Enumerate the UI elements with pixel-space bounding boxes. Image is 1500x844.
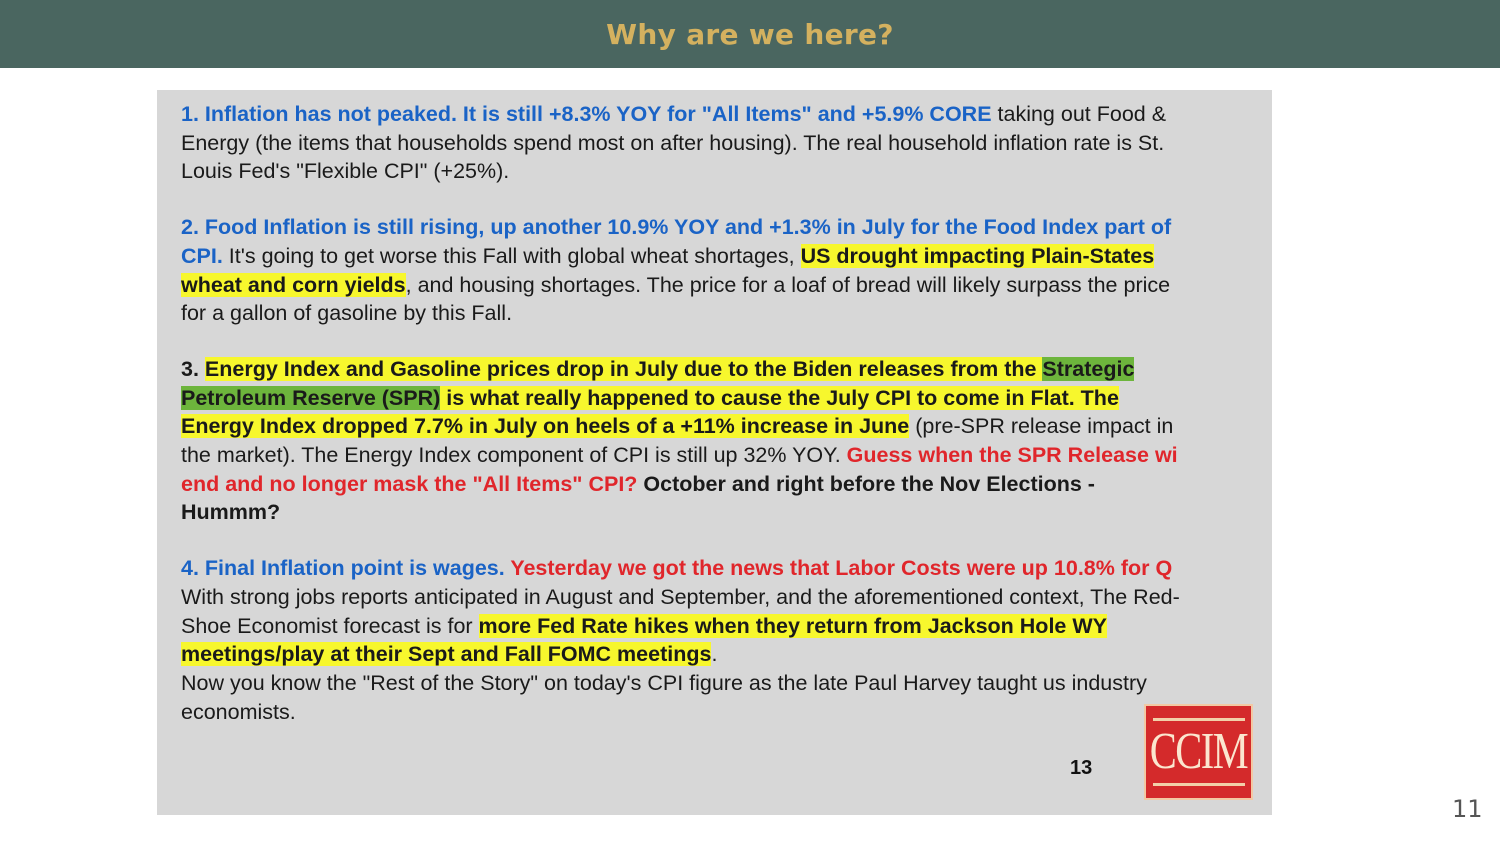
p2-heading: 2. Food Inflation is still rising, up another 10.9% YOY and +1.3% in July for the Food Index part of [181,215,1172,240]
page-title: Why are we here? [606,17,894,51]
paragraph-2 [181,213,1272,328]
p4-heading: 4. Final Inflation point is wages. [181,556,505,581]
p3-highlight-b: is what really happened to cause the July CPI to come in Flat. The [440,385,1119,410]
slide-screenshot [157,90,1272,815]
p4-period: . [711,642,718,667]
p3-bold-b: Hummm? [181,500,281,525]
slide-number: 11 [1452,795,1483,823]
p2-highlight-b: wheat and corn yields [181,272,406,297]
p4-line-6: economists. [181,699,296,724]
p3-text-a: (pre-SPR release impact in [909,414,1174,439]
paragraph-1 [181,100,1272,186]
p4-line-2: With strong jobs reports anticipated in August and September, and the aforementioned context, The Red- [181,584,1180,609]
p1-heading: 1. Inflation has not peaked. It is still +8.3% YOY for "All Items" and +5.9% CORE [181,102,992,126]
p4-highlight-a: more Fed Rate hikes when they return from Jackson Hole WY [478,613,1107,638]
p3-green-a: Strategic [1042,356,1135,381]
p3-number: 3. [181,356,205,381]
paragraph-3 [181,355,1272,527]
p2-text-b: , and housing shortages. The price for a loaf of bread will likely surpass the price [405,272,1171,297]
p2-text-a: It's going to get worse this Fall with global wheat shortages, [222,243,801,268]
p3-text-b: the market). The Energy Index component of CPI is still up 32% YOY. [181,443,847,468]
p1-line-3: Louis Fed's "Flexible CPI" (+25%). [181,159,510,184]
header-bar [0,0,1500,68]
ccim-logo [1144,704,1253,800]
logo-bottom-rule [1153,783,1245,786]
p2-heading-end: CPI. [181,243,223,268]
p1-line-2: Energy (the items that households spend most on after housing). The real household inflation rate is St. [181,130,1165,155]
p3-bold-a: October and right before the Nov Elections - [637,471,1095,496]
p1-text-a: taking out Food & [991,102,1167,126]
p3-highlight-a: Energy Index and Gasoline prices drop in July due to the Biden releases from the [204,356,1043,381]
slide-body-text [181,100,1272,753]
inner-page-number: 13 [1070,757,1093,779]
logo-top-rule [1153,718,1245,721]
logo-text: CCIM [1149,723,1248,780]
p4-line-5: Now you know the "Rest of the Story" on today's CPI figure as the late Paul Harvey taught us industry [181,670,1147,695]
p4-highlight-b: meetings/play at their Sept and Fall FOMC meetings [181,642,712,667]
p4-red: Yesterday we got the news that Labor Costs were up 10.8% for Q [504,556,1173,581]
paragraph-4 [181,554,1272,726]
p4-text-a: Shoe Economist forecast is for [181,613,479,638]
p3-highlight-c: Energy Index dropped 7.7% in July on heels of a +11% increase in June [181,414,910,439]
p3-red-a: Guess when the SPR Release wi [846,443,1178,468]
p3-green-b: Petroleum Reserve (SPR) [181,385,441,410]
p2-highlight-a: US drought impacting Plain-States [800,243,1155,268]
p2-line-4: for a gallon of gasoline by this Fall. [181,301,513,326]
p3-red-b: end and no longer mask the "All Items" CPI? [181,471,638,496]
